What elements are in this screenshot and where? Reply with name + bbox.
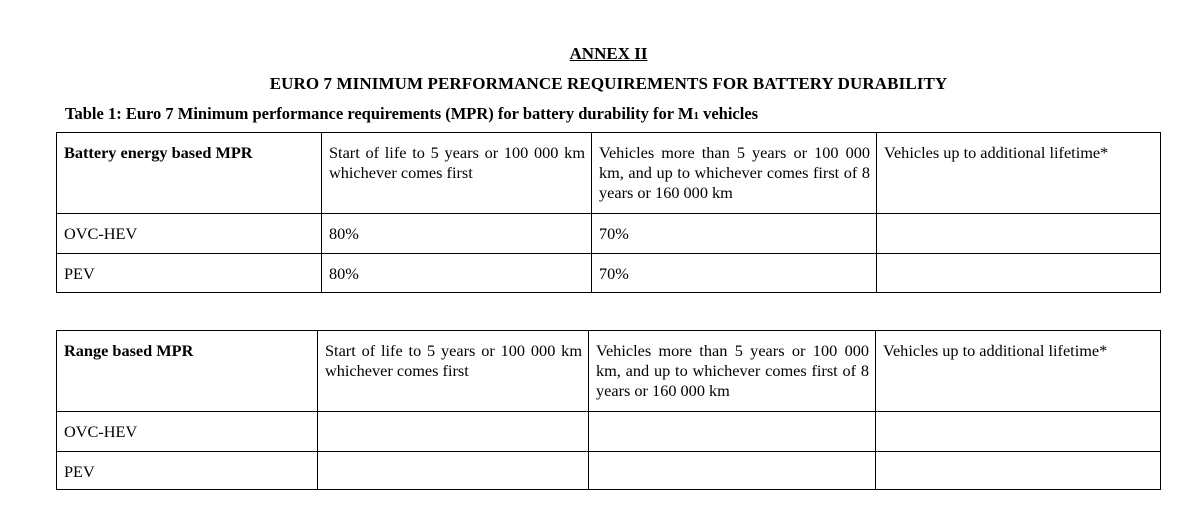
annex-subtitle: EURO 7 MINIMUM PERFORMANCE REQUIREMENTS FOR BATTERY DURABILITY bbox=[269, 74, 948, 93]
table-cell bbox=[589, 412, 876, 452]
table-cell bbox=[57, 214, 322, 254]
row-label: OVC-HEV bbox=[64, 224, 138, 243]
header-label: Start of life to 5 years or 100 000 km whichever comes first bbox=[325, 341, 582, 380]
range-mpr-table bbox=[56, 330, 1161, 490]
row-label: PEV bbox=[64, 462, 95, 481]
table-cell bbox=[322, 214, 592, 254]
row-label: OVC-HEV bbox=[64, 422, 138, 441]
table-header-cell bbox=[876, 331, 1161, 412]
cell-value bbox=[318, 412, 588, 422]
cell-value bbox=[589, 412, 875, 422]
table-cell bbox=[57, 412, 318, 452]
table-cell bbox=[877, 214, 1161, 254]
table-header-cell bbox=[322, 133, 592, 214]
table-cell bbox=[877, 254, 1161, 293]
table-row bbox=[57, 412, 1161, 452]
table-header-cell bbox=[57, 331, 318, 412]
table-header-cell bbox=[589, 331, 876, 412]
cell-value bbox=[318, 452, 588, 462]
cell-value bbox=[876, 452, 1160, 462]
battery-energy-mpr-table bbox=[56, 132, 1161, 293]
header-label: Vehicles up to additional lifetime* bbox=[884, 143, 1109, 162]
table-header-cell bbox=[318, 331, 589, 412]
table-header-cell bbox=[592, 133, 877, 214]
header-label: Start of life to 5 years or 100 000 km whichever comes first bbox=[329, 143, 585, 182]
header-label: Vehicles more than 5 years or 100 000 km, and up to whichever comes first of 8 years or 160 000 km bbox=[599, 143, 870, 202]
table-cell bbox=[592, 254, 877, 293]
table-row bbox=[57, 452, 1161, 490]
table-cell bbox=[322, 254, 592, 293]
table-cell bbox=[57, 452, 318, 490]
table-row bbox=[57, 214, 1161, 254]
header-label: Range based MPR bbox=[64, 341, 194, 360]
cell-value bbox=[877, 254, 1160, 264]
cell-value bbox=[877, 214, 1160, 224]
table-row bbox=[57, 254, 1161, 293]
table-header-cell bbox=[877, 133, 1161, 214]
cell-value: 70% bbox=[599, 224, 629, 243]
row-label: PEV bbox=[64, 264, 95, 283]
table-caption-suffix: vehicles bbox=[698, 104, 759, 123]
table-cell bbox=[318, 452, 589, 490]
header-label: Vehicles more than 5 years or 100 000 km, and up to whichever comes first of 8 years or 160 000 km bbox=[596, 341, 869, 400]
header-label: Vehicles up to additional lifetime* bbox=[883, 341, 1108, 360]
cell-value bbox=[876, 412, 1160, 422]
annex-title: ANNEX II bbox=[569, 44, 648, 63]
table-cell bbox=[592, 214, 877, 254]
cell-value bbox=[589, 452, 875, 462]
table-header-row bbox=[57, 331, 1161, 412]
table-cell bbox=[589, 452, 876, 490]
table-cell bbox=[876, 452, 1161, 490]
cell-value: 70% bbox=[599, 264, 629, 283]
table-cell bbox=[57, 254, 322, 293]
table-cell bbox=[876, 412, 1161, 452]
table-cell bbox=[318, 412, 589, 452]
cell-value: 80% bbox=[329, 264, 359, 283]
header-label: Battery energy based MPR bbox=[64, 143, 253, 162]
table-header-row bbox=[57, 133, 1161, 214]
cell-value: 80% bbox=[329, 224, 359, 243]
table-caption-subscript: 1 bbox=[693, 110, 699, 122]
table-caption bbox=[65, 104, 758, 126]
table-header-cell bbox=[57, 133, 322, 214]
table-caption-text: Table 1: Euro 7 Minimum performance requirements (MPR) for battery durability for M bbox=[65, 104, 694, 123]
